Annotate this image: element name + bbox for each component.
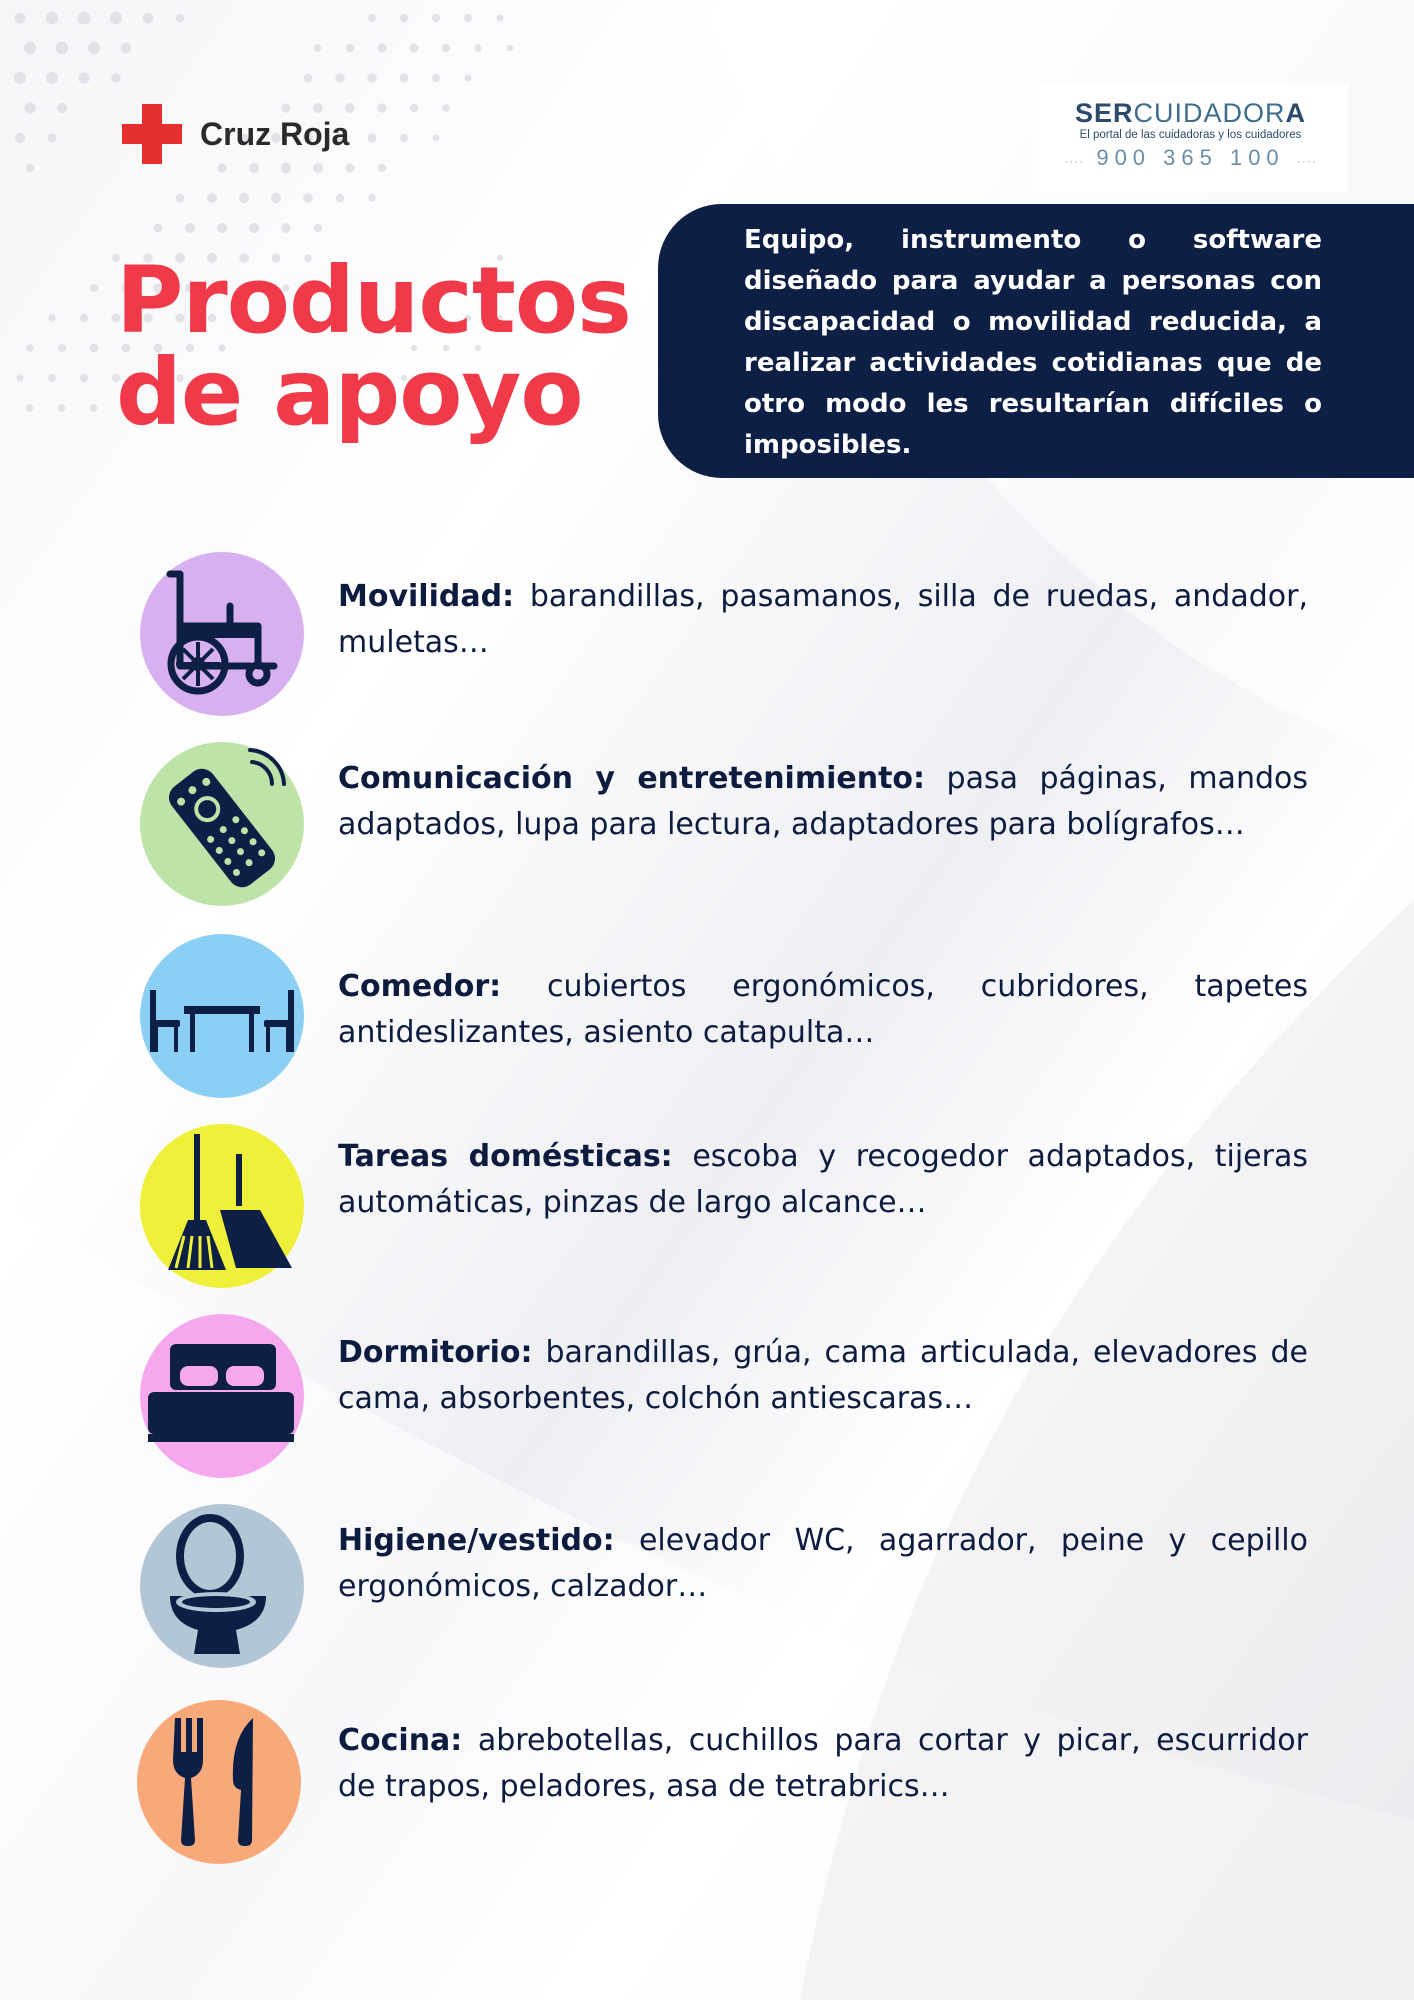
decorative-dot — [281, 223, 290, 232]
decorative-dot — [378, 164, 386, 172]
list-item-cocina — [140, 1700, 1320, 1868]
icon-circle — [140, 742, 304, 906]
decorative-dot — [368, 134, 377, 143]
decorative-dot — [26, 344, 33, 351]
decorative-dot — [314, 44, 322, 52]
decorative-dot — [110, 12, 122, 24]
decorative-dot — [410, 44, 419, 53]
decorative-dot — [154, 224, 163, 233]
item-label: Comedor: — [338, 969, 502, 1004]
decorative-dot — [400, 74, 409, 83]
decorative-dot — [346, 164, 355, 173]
decorative-dot — [14, 72, 26, 84]
list-item-movilidad — [140, 552, 1320, 720]
list-item-comedor — [140, 934, 1320, 1102]
decorative-dot — [281, 163, 291, 173]
page-title — [116, 247, 631, 446]
decorative-dot — [48, 314, 55, 321]
decorative-dot — [185, 223, 195, 233]
decorative-dot — [217, 223, 227, 233]
decorative-dot — [442, 44, 450, 52]
decorative-dot — [78, 72, 89, 83]
decorative-dot — [121, 43, 132, 54]
decorative-dot — [410, 104, 418, 112]
decorative-dot — [432, 74, 440, 82]
item-description: barandillas, pasamanos, silla de ruedas, andador, muletas… — [338, 579, 1308, 660]
title-line-2: de apoyo — [116, 339, 583, 446]
decorative-dot — [464, 74, 471, 81]
bed-icon — [140, 1314, 304, 1478]
decorative-dot — [48, 374, 56, 382]
icon-circle — [140, 1504, 304, 1668]
title-line-1: Productos — [116, 247, 631, 354]
decorative-dot — [57, 103, 67, 113]
decorative-dot — [111, 73, 120, 82]
item-description: escoba y recogedor adaptados, tijeras automáticas, pinzas de largo alcance… — [338, 1139, 1308, 1220]
decorative-dot — [400, 134, 408, 142]
wheelchair-icon — [140, 552, 304, 716]
decorative-dot — [442, 104, 449, 111]
decorative-dot — [217, 163, 226, 172]
definition-text: Equipo, instrumento o software diseñado para ayudar a personas con discapacidad o movilidad reducida, a realizar actividades cotidianas que de otro modo les resultarían difíciles o imposibles. — [744, 225, 1322, 460]
logo-subtitle: El portal de las cuidadoras y los cuidadores — [1079, 129, 1302, 141]
decorative-dot — [496, 14, 503, 21]
decorative-dot — [90, 344, 99, 353]
decorative-dot — [58, 344, 66, 352]
logo-phone: ···· 900 365 100 ···· — [1064, 145, 1317, 170]
decorative-dot — [24, 102, 35, 113]
cruz-roja-logo — [122, 104, 349, 164]
decorative-dot — [90, 284, 98, 292]
decorative-dot — [15, 133, 25, 143]
decorative-dot — [239, 193, 249, 203]
icon-circle — [140, 1124, 304, 1288]
item-label: Comunicación y entretenimiento: — [338, 761, 926, 796]
list-item-dormitorio — [140, 1314, 1320, 1482]
decorative-dot — [367, 73, 376, 82]
decorative-dot — [176, 194, 185, 203]
decorative-dot — [176, 14, 185, 23]
decorative-dot — [16, 374, 23, 381]
decorative-dot — [46, 72, 58, 84]
list-item-higiene-vestido — [140, 1504, 1320, 1672]
remote-control-icon — [140, 742, 304, 906]
list-item-tareas-domesticas — [140, 1124, 1320, 1292]
decorative-dot — [48, 134, 57, 143]
item-label: Dormitorio: — [338, 1335, 533, 1370]
decorative-dot — [249, 163, 259, 173]
decorative-dot — [303, 193, 313, 203]
item-description: barandillas, grúa, cama articulada, elevadores de cama, absorbentes, colchón antiescaras… — [338, 1335, 1308, 1416]
decorative-dot — [26, 404, 34, 412]
decorative-dot — [26, 164, 34, 172]
decorative-dot — [207, 193, 217, 203]
fork-knife-icon — [137, 1700, 301, 1864]
decorative-dot — [80, 314, 88, 322]
red-cross-icon — [122, 104, 182, 164]
item-label: Cocina: — [338, 1723, 463, 1758]
decorative-dot — [377, 103, 386, 112]
decorative-dot — [304, 74, 313, 83]
decorative-dot — [378, 44, 387, 53]
decorative-dot — [88, 42, 100, 54]
decorative-dot — [432, 14, 440, 22]
decorative-dot — [433, 135, 440, 142]
item-description: pasa páginas, mandos adaptados, lupa para lectura, adaptadores para bolígrafos… — [338, 761, 1308, 842]
decorative-dot — [400, 14, 409, 23]
decorative-dot — [474, 44, 481, 51]
decorative-dot — [46, 12, 58, 24]
item-label: Movilidad: — [338, 579, 515, 614]
item-description: abrebotellas, cuchillos para cortar y picar, escurridor de trapos, peladores, asa de tetrabrics… — [338, 1723, 1308, 1804]
decorative-dot — [335, 73, 344, 82]
toilet-icon — [140, 1504, 304, 1668]
item-description: elevador WC, agarrador, peine y cepillo ergonómicos, calzador… — [338, 1523, 1308, 1604]
decorative-dot — [15, 13, 26, 24]
dining-table-icon — [140, 934, 304, 1098]
decorative-dot — [24, 42, 36, 54]
definition-box — [658, 204, 1414, 478]
decorative-dot — [78, 12, 91, 25]
decorative-dot — [58, 404, 66, 412]
logo-title: SERCUIDADORA — [1074, 98, 1307, 128]
item-description: cubiertos ergonómicos, cubridores, tapetes antideslizantes, asiento catapulta… — [338, 969, 1308, 1050]
decorative-dot — [90, 404, 98, 412]
broom-dustpan-icon — [140, 1124, 304, 1288]
item-label: Higiene/vestido: — [338, 1523, 615, 1558]
decorative-dot — [368, 14, 376, 22]
decorative-dot — [314, 224, 322, 232]
icon-circle — [137, 1700, 301, 1864]
icon-circle — [140, 1314, 304, 1478]
decorative-dot — [56, 42, 69, 55]
item-label: Tareas domésticas: — [338, 1139, 673, 1174]
decorative-dot — [336, 194, 345, 203]
decorative-dot — [271, 193, 281, 203]
decorative-dot — [368, 194, 375, 201]
decorative-dot — [346, 44, 355, 53]
icon-circle — [140, 552, 304, 716]
sercuidadora-logo — [1033, 84, 1348, 192]
decorative-dot — [80, 374, 88, 382]
decorative-dot — [249, 223, 259, 233]
decorative-dot — [507, 45, 514, 52]
decorative-dot — [464, 14, 472, 22]
brand-name: Cruz Roja — [200, 115, 350, 152]
list-item-comunicacion — [140, 742, 1320, 910]
icon-circle — [140, 934, 304, 1098]
decorative-dot — [313, 163, 323, 173]
decorative-dot — [143, 13, 154, 24]
